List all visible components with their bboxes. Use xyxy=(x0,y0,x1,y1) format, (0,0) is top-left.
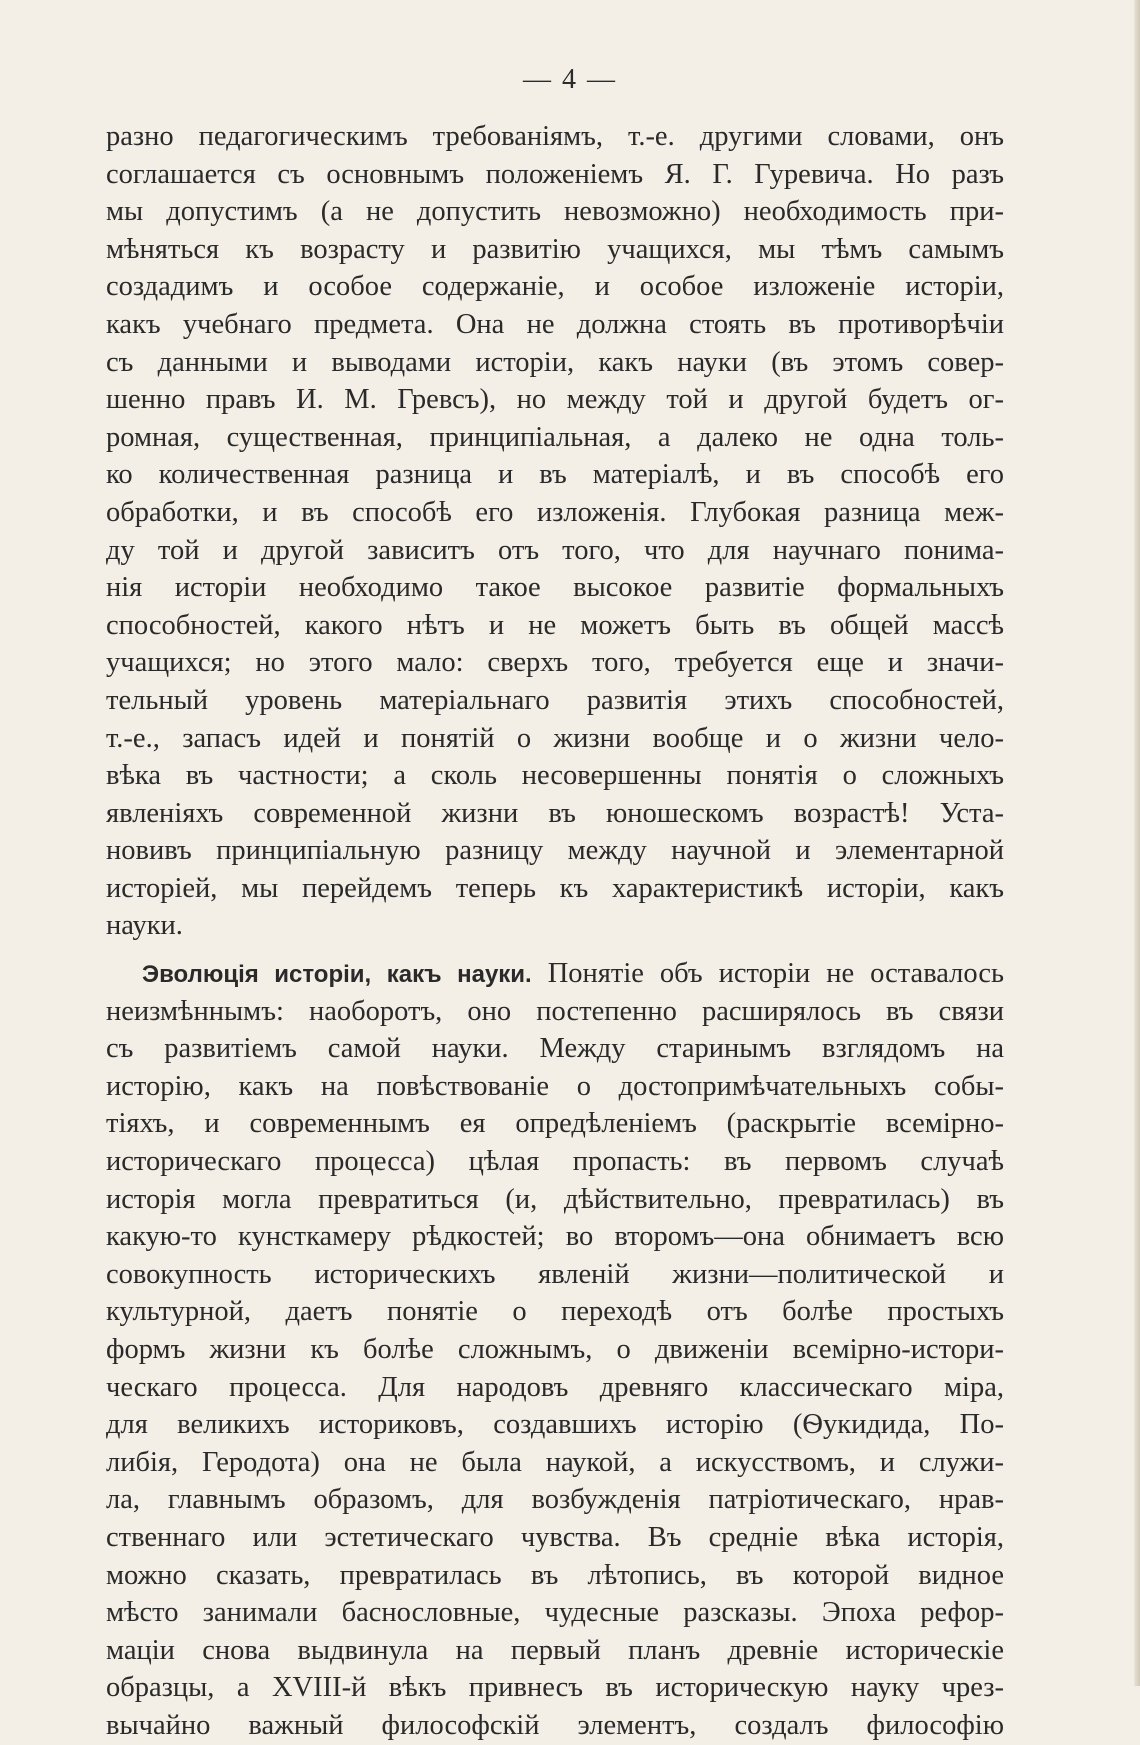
text-line: совокупность историческихъ явленій жизни—политической и xyxy=(106,1258,1004,1290)
text-line: вычайно важный философскій элементъ, создалъ философію xyxy=(106,1709,1004,1741)
body-text xyxy=(106,118,1004,1745)
paragraph-2 xyxy=(106,955,1004,1744)
text-line: новивъ принципіальную разницу между научной и элементарной xyxy=(106,835,1004,867)
text-line: ду той и другой зависитъ отъ того, что для научнаго понима- xyxy=(106,534,1004,566)
text-line: ко количественная разница и въ матеріалѣ, и въ способѣ его xyxy=(106,459,1004,491)
text-line: какъ учебнаго предмета. Она не должна стоять въ противорѣчіи xyxy=(106,308,1004,340)
text-line: науки. xyxy=(106,910,183,942)
text-line: способностей, какого нѣтъ и не можетъ быть въ общей массѣ xyxy=(106,609,1004,641)
text-line xyxy=(106,955,1004,993)
text-line: т.-е., запасъ идей и понятій о жизни вообще и о жизни чело- xyxy=(106,722,1004,754)
text-line: съ данными и выводами исторіи, какъ науки (въ этомъ совер- xyxy=(106,346,1004,378)
page-number: — 4 — xyxy=(523,64,617,95)
text-line: нія исторіи необходимо такое высокое развитіе формальныхъ xyxy=(106,572,1004,604)
text-line: тіяхъ, и современнымъ ея опредѣленіемъ (раскрытіе всемірно- xyxy=(106,1108,1004,1140)
text-line: явленіяхъ современной жизни въ юношескомъ возрастѣ! Уста- xyxy=(106,797,1004,829)
text-line: обработки, и въ способѣ его изложенія. Глубокая разница меж- xyxy=(106,496,1004,528)
text-line: разно педагогическимъ требованіямъ, т.-е. другими словами, онъ xyxy=(106,121,1004,152)
text-line: либія, Геродота) она не была наукой, а искусствомъ, и служи- xyxy=(106,1446,1004,1478)
text-line: формъ жизни къ болѣе сложнымъ, о движеніи всемірно-истори- xyxy=(106,1334,1004,1365)
text-line: неизмѣннымъ: наоборотъ, оно постепенно расширялось въ связи xyxy=(106,995,1004,1027)
text-line: съ развитіемъ самой науки. Между старинымъ взглядомъ на xyxy=(106,1033,1004,1065)
text-line: мѣсто занимали баснословные, чудесные разсказы. Эпоха рефор- xyxy=(106,1597,1004,1629)
text-line: мѣняться къ возрасту и развитію учащихся, мы тѣмъ самымъ xyxy=(106,233,1004,265)
page-edge-shadow xyxy=(1134,0,1140,1686)
text-line: можно сказать, превратилась въ лѣтопись, въ которой видное xyxy=(106,1559,1004,1591)
text-line: культурной, даетъ понятіе о переходѣ отъ болѣе простыхъ xyxy=(106,1296,1004,1328)
text-line: ческаго процесса. Для народовъ древняго классическаго міра, xyxy=(106,1371,1004,1403)
text-line: тельный уровень матеріальнаго развитія этихъ способностей, xyxy=(106,684,1004,716)
text-line: ла, главнымъ образомъ, для возбужденія патріотическаго, нрав- xyxy=(106,1484,1004,1516)
text-line: соглашается съ основнымъ положеніемъ Я. Г. Гуревича. Но разъ xyxy=(106,158,1004,190)
text-line: вѣка въ частности; а сколь несовершенны понятія о сложныхъ xyxy=(106,760,1004,792)
text-line: маціи снова выдвинула на первый планъ древніе историческіе xyxy=(106,1634,1004,1666)
text-line: ромная, существенная, принципіальная, а далеко не одна толь- xyxy=(106,421,1004,453)
text-line: исторіей, мы перейдемъ теперь къ характеристикѣ исторіи, какъ xyxy=(106,872,1004,904)
paragraph-1 xyxy=(106,118,1004,945)
text-line: для великихъ историковъ, создавшихъ исторію (Ѳукидида, По- xyxy=(106,1409,1004,1441)
text-line: ственнаго или эстетическаго чувства. Въ средніе вѣка исторія, xyxy=(106,1521,1004,1553)
text-line: шенно правъ И. М. Гревсъ), но между той и другой будетъ ог- xyxy=(106,384,1004,416)
text-line: учащихся; но этого мало: сверхъ того, требуется еще и значи- xyxy=(106,647,1004,679)
section-heading: Эволюція исторіи, какъ науки. xyxy=(142,961,532,989)
text-line: какую-то кунсткамеру рѣдкостей; во второмъ—она обнимаетъ всю xyxy=(106,1221,1004,1253)
text-line: создадимъ и особое содержаніе, и особое изложеніе исторіи, xyxy=(106,271,1004,303)
text-line: мы допустимъ (а не допустить невозможно) необходимость при- xyxy=(106,196,1004,228)
text-line: исторія могла превратиться (и, дѣйствительно, превратилась) въ xyxy=(106,1183,1004,1215)
text-line: исторію, какъ на повѣствованіе о достопримѣчательныхъ собы- xyxy=(106,1070,1004,1102)
text-line: историческаго процесса) цѣлая пропасть: въ первомъ случаѣ xyxy=(106,1146,1004,1178)
text-line: образцы, а XVIII-й вѣкъ привнесъ въ историческую науку чрез- xyxy=(106,1672,1004,1704)
heading-line-rest: Понятіе объ исторіи не оставалось xyxy=(531,958,1004,990)
